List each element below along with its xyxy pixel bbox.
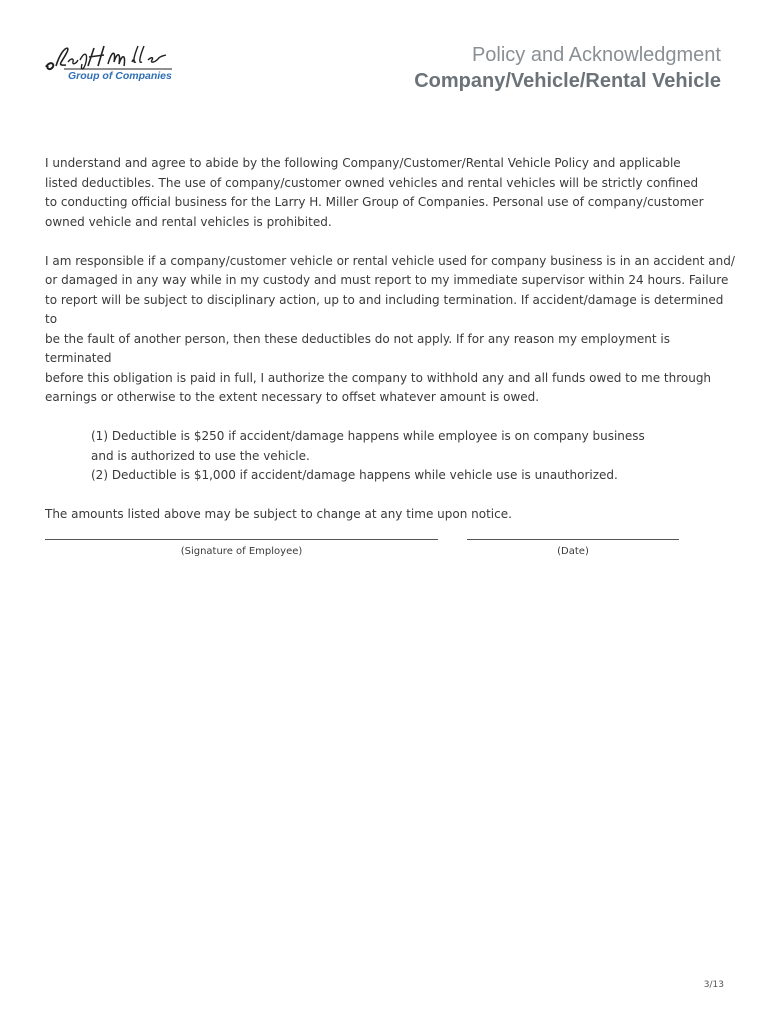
- document-header: [414, 42, 721, 94]
- deductible-item-1: (1) Deductible is $250 if accident/damage happens while employee is on company business and is authorized to use the vehicle.: [91, 429, 645, 463]
- date-signature-line[interactable]: [467, 539, 679, 540]
- policy-paragraph-2: I am responsible if a company/customer vehicle or rental vehicle used for company business is in an accident and/ or damaged in any way while in my custody and must report to my immediate supervisor within 24 hours. Failure to report will be subject to disciplinary action, up to and including termination. If accident/damage is determined to be the fault of another person, then these deductibles do not apply. If for any reason my employment is terminated before this obligation is paid in full, I authorize the company to withhold any and all funds owed to me through earnings or otherwise to the extent necessary to offset whatever amount is owed.: [45, 253, 735, 404]
- signature-logo-icon: [42, 40, 182, 74]
- policy-paragraph-3: The amounts listed above may be subject to change at any time upon notice.: [45, 507, 512, 521]
- policy-body: [45, 154, 735, 544]
- policy-paragraph-1: I understand and agree to abide by the following Company/Customer/Rental Vehicle Policy and applicable listed deductibles. The use of company/customer owned vehicles and rental vehicles will be strictly confined to conducting official business for the Larry H. Miller Group of Companies. Personal use of company/customer owned vehicle and rental vehicles is prohibited.: [45, 156, 704, 229]
- employee-signature-label: (Signature of Employee): [180, 546, 303, 557]
- deductible-item-2: (2) Deductible is $1,000 if accident/damage happens while vehicle use is unauthorized.: [91, 468, 618, 482]
- document-title: Policy and Acknowledgment: [471, 44, 721, 66]
- deductible-list: [45, 427, 735, 486]
- document-subtitle: Company/Vehicle/Rental Vehicle: [414, 70, 721, 92]
- logo-subtitle: Group of Companies: [68, 70, 172, 82]
- date-label: (Date): [557, 546, 589, 557]
- page-number: 3/13: [703, 980, 724, 990]
- employee-signature-line[interactable]: [45, 539, 438, 540]
- company-logo: [42, 40, 182, 88]
